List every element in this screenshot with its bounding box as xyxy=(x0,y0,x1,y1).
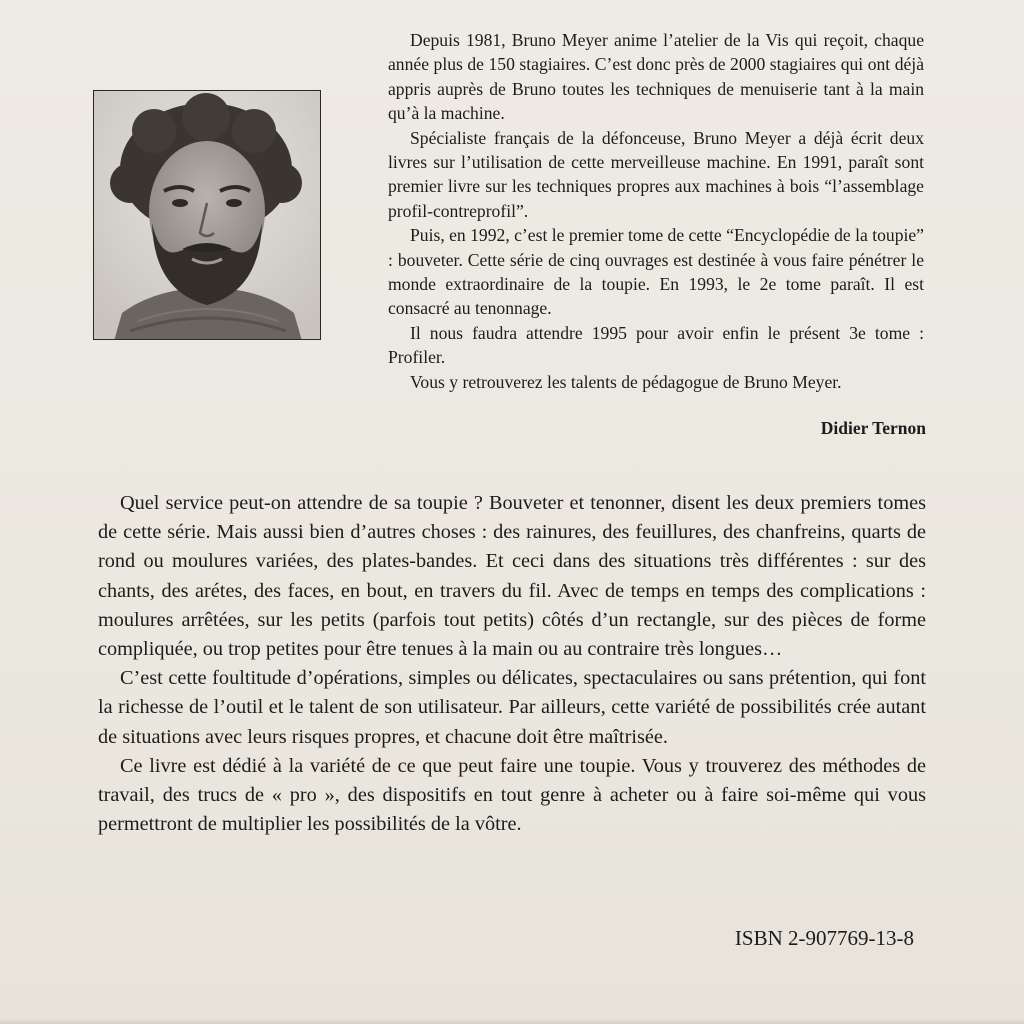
bio-paragraph: Il nous faudra attendre 1995 pour avoir enfin le présent 3e tome : Profiler. xyxy=(388,322,924,368)
bio-paragraph: Depuis 1981, Bruno Meyer anime l’atelier de la Vis qui reçoit, chaque année plus de 150 stagiaires. C’est donc près de 2000 stagiaires qui ont déjà appris auprès de Bruno toutes les techniques de menuiserie tant à la main qu’à la machine. xyxy=(388,30,924,124)
description-paragraph: C’est cette foultitude d’opérations, simples ou délicates, spectaculaires ou sans prétention, qui font la richesse de l’outil et le talent de son utilisateur. Par ailleurs, cette variété de possibilités crée autant de situations avec leurs risques propres, et chacune doit être maîtrisée. xyxy=(98,667,926,748)
isbn-number: ISBN 2-907769-13-8 xyxy=(734,926,914,950)
author-bio xyxy=(388,28,924,394)
bio-paragraph: Spécialiste français de la défonceuse, Bruno Meyer a déjà écrit deux livres sur l’utilisation de cette merveilleuse machine. En 1991, paraît sont premier livre sur les techniques propres aux machines à bois “l’assemblage profil-contreprofil”. xyxy=(388,127,924,221)
book-description xyxy=(98,489,926,839)
description-paragraph: Ce livre est dédié à la variété de ce que peut faire une toupie. Vous y trouverez des méthodes de travail, des trucs de « pro », des dispositifs en tout genre à acheter ou à faire soi-même qui vous permettront de multiplier les possibilités de la vôtre. xyxy=(98,754,926,836)
author-photo xyxy=(93,90,321,340)
description-paragraph: Quel service peut-on attendre de sa toupie ? Bouveter et tenonner, disent les deux premiers tomes de cette série. Mais aussi bien d’autres choses : des rainures, des feuillures, des chanfreins, quarts de rond ou moulures variées, des plates-bandes. Et ceci dans des situations très différentes : sur des chants, des arétes, des faces, en bout, en travers du fil. Avec de temps en temps des complications : moulures arrêtées, sur les petits (parfois tout petits) côtés d’un rectangle, sur des pièces de forme compliquée, ou trop petites pour être tenues à la main ou au contraire très longues… xyxy=(98,492,926,661)
bio-paragraph: Puis, en 1992, c’est le premier tome de cette “Encyclopédie de la toupie” : bouveter. Cette série de cinq ouvrages est destinée à vous faire pénétrer le monde extraordinaire de la toupie. En 1993, le 2e tome paraît. Il est consacré au tenonnage. xyxy=(388,225,924,319)
bio-signature: Didier Ternon xyxy=(820,418,926,438)
bio-paragraph: Vous y retrouverez les talents de pédagogue de Bruno Meyer. xyxy=(410,371,842,392)
